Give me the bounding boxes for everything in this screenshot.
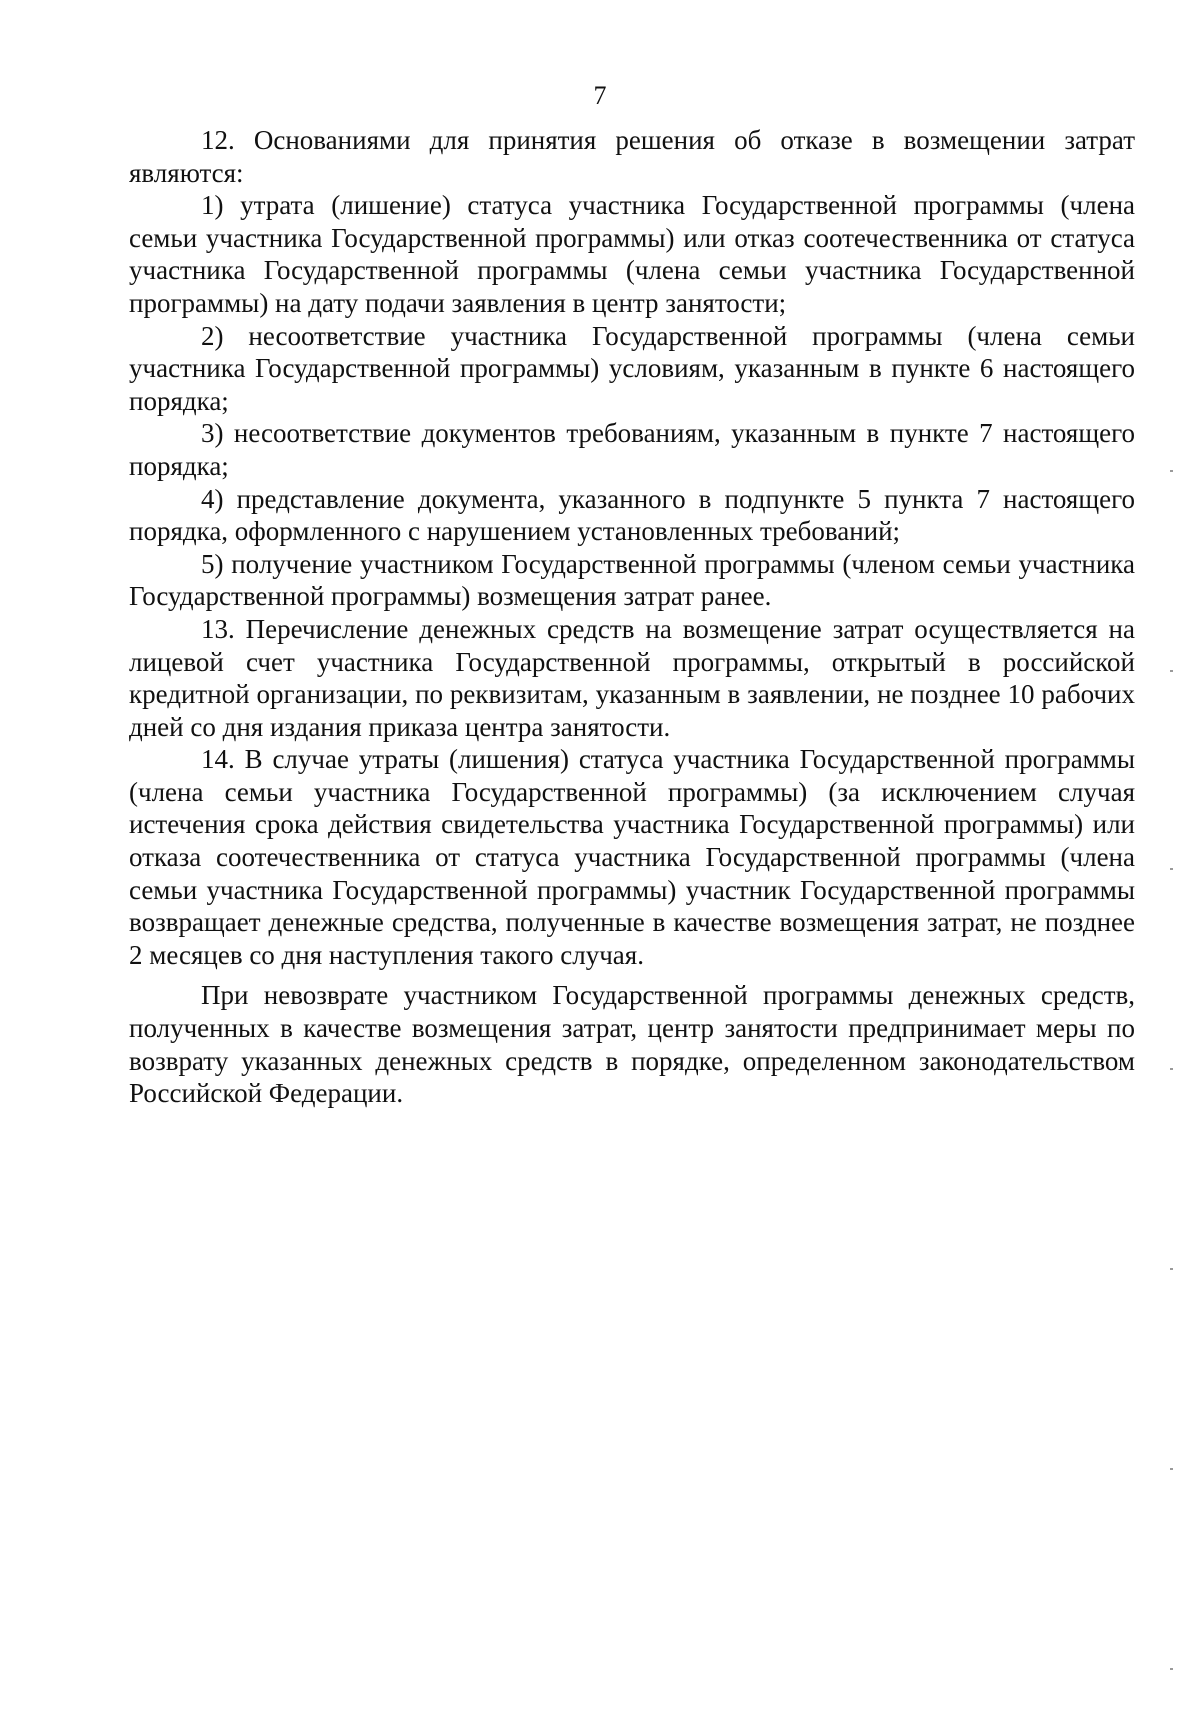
list-item-3-nonconformity-of-documents: 3) несоответствие документов требованиям, указанным в пункте 7 настоящего порядка; [129, 418, 1135, 481]
scan-dot [1170, 1468, 1173, 1470]
paragraph-14-return-of-funds: 14. В случае утраты (лишения) статуса участника Государственной программы (члена семьи участника Государственной программы) (за исключением случая истечения срока действия свидетельства участника Государственной программы) или отказа соотечественника от статуса участника Государственной программы (члена семьи участника Государственной программы) участник Государственной программы возвращает денежные средства, полученные в качестве возмещения затрат, не позднее 2 месяцев со дня наступления такого случая. [129, 744, 1135, 970]
document-body [129, 124, 1135, 1110]
scan-dot [1170, 470, 1173, 472]
paragraph-13-transfer-of-funds: 13. Перечисление денежных средств на возмещение затрат осуществляется на лицевой счет участника Государственной программы, открытый в российской кредитной организации, по реквизитам, указанным в заявлении, не позднее 10 рабочих дней со дня издания приказа центра занятости. [129, 613, 1135, 742]
scan-dot [1170, 1068, 1173, 1070]
scan-dot [1170, 670, 1173, 672]
paragraph-non-return-measures: При невозврате участником Государственной программы денежных средств, полученных в качестве возмещения затрат, центр занятости предпринимает меры по возврату указанных денежных средств в порядке, определенном законодательством Российской Федерации. [129, 980, 1135, 1109]
list-item-1-loss-of-status: 1) утрата (лишение) статуса участника Государственной программы (члена семьи участника Государственной программы) или отказ соотечественника от статуса участника Государственной программы (члена семьи участника Государственной программы) на дату подачи заявления в центр занятости; [129, 190, 1135, 318]
scan-dot [1170, 1668, 1173, 1670]
paragraph-12-grounds-for-refusal: 12. Основаниями для принятия решения об отказе в возмещении затрат являются: [129, 125, 1135, 188]
scan-dot [1170, 1268, 1173, 1270]
page-number: 7 [593, 81, 607, 110]
list-item-4-improper-document: 4) представление документа, указанного в подпункте 5 пункта 7 настоящего порядка, оформленного с нарушением установленных требований; [129, 483, 1135, 547]
scan-dot [1170, 868, 1173, 870]
list-item-5-previous-reimbursement: 5) получение участником Государственной программы (членом семьи участника Государственной программы) возмещения затрат ранее. [129, 548, 1135, 612]
list-item-2-nonconformity-of-participant: 2) несоответствие участника Государственной программы (члена семьи участника Государственной программы) условиям, указанным в пункте 6 настоящего порядка; [129, 320, 1135, 416]
